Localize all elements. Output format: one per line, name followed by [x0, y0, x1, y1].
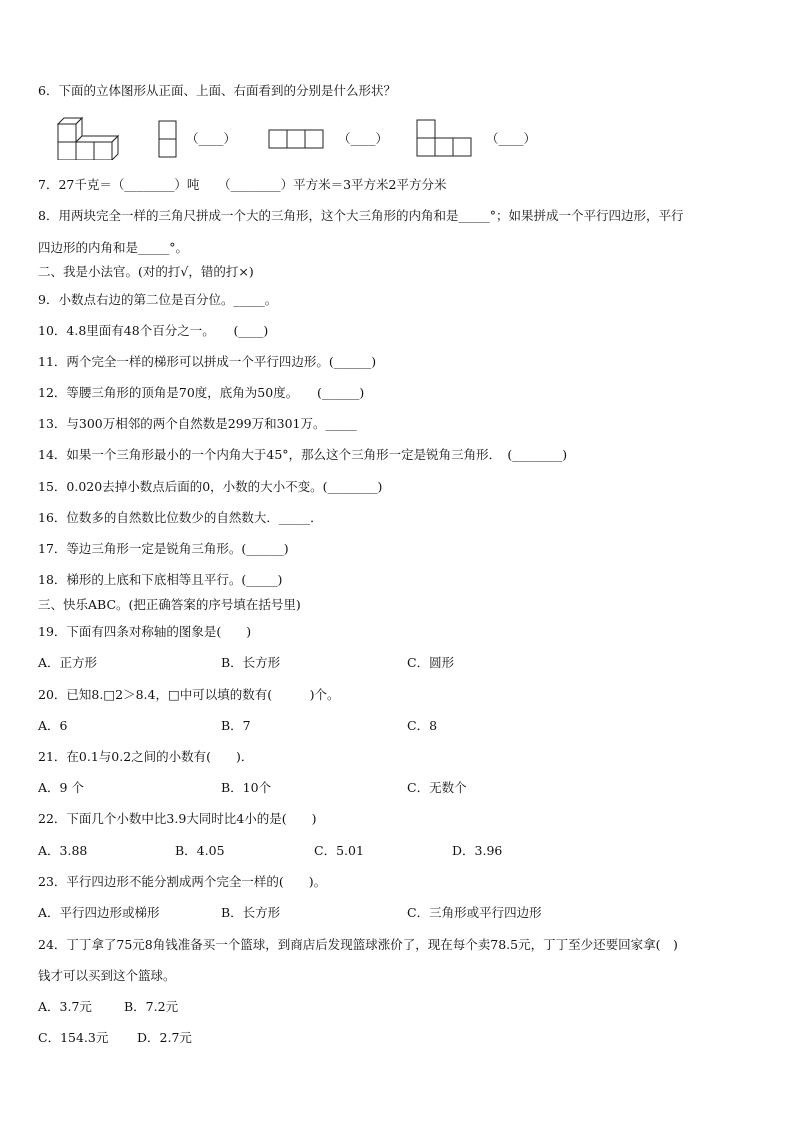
- question-6-figures: [38, 114, 598, 160]
- question-22-option-b[interactable]: B．4.05: [175, 843, 225, 858]
- question-19-option-c[interactable]: C．圆形: [407, 655, 455, 670]
- question-23-option-c[interactable]: C．三角形或平行四边形: [407, 905, 542, 920]
- question-22-option-d[interactable]: D．3.96: [452, 843, 503, 858]
- question-11: 11．两个完全一样的梯形可以拼成一个平行四边形。(______): [38, 354, 377, 369]
- question-6-stem: 6．下面的立体图形从正面、上面、右面看到的分别是什么形状？: [38, 83, 396, 98]
- view-shape-2-icon: [268, 129, 326, 150]
- section-3-heading: 三、快乐ABC。(把正确答案的序号填在括号里): [38, 597, 301, 612]
- question-13: 13．与300万相邻的两个自然数是299万和301万。_____: [38, 416, 357, 431]
- question-9: 9．小数点右边的第二位是百分位。_____。: [38, 292, 278, 307]
- question-24-line-1: 24．丁丁拿了75元8角钱准备买一个篮球，到商店后发现篮球涨价了，现在每个卖78.5元，丁丁至少还要回家拿( ): [38, 937, 678, 952]
- question-24-option-c[interactable]: C．154.3元: [38, 1030, 109, 1045]
- question-15: 15．0.020去掉小数点后面的0，小数的大小不变。(________): [38, 479, 383, 494]
- question-8-line-2: 四边形的内角和是_____°。: [38, 240, 189, 255]
- question-21-option-a[interactable]: A．9 个: [38, 780, 84, 795]
- section-2-heading: 二、我是小法官。(对的打√，错的打×): [38, 264, 254, 279]
- question-8-line-1: 8．用两块完全一样的三角尺拼成一个大的三角形，这个大三角形的内角和是_____°；如果拼成一个平行四边形，平行: [38, 208, 684, 223]
- answer-blank-3[interactable]: （____）: [486, 131, 537, 146]
- question-19-option-a[interactable]: A．正方形: [38, 655, 98, 670]
- question-20-stem: 20．已知8.□2＞8.4，□中可以填的数有( )个。: [38, 687, 340, 702]
- question-19-stem: 19．下面有四条对称轴的图象是( ): [38, 624, 252, 639]
- question-23-stem: 23．平行四边形不能分割成两个完全一样的( )。: [38, 874, 327, 889]
- question-19-option-b[interactable]: B．长方形: [221, 655, 281, 670]
- question-14: 14．如果一个三角形最小的一个内角大于45°，那么这个三角形一定是锐角三角形． (________): [38, 447, 568, 462]
- answer-blank-2[interactable]: （____）: [338, 131, 389, 146]
- question-20-option-b[interactable]: B．7: [221, 718, 251, 733]
- question-21-stem: 21．在0.1与0.2之间的小数有( )．: [38, 749, 254, 764]
- question-20-option-c[interactable]: C．8: [407, 718, 438, 733]
- view-shape-1-icon: [158, 120, 178, 158]
- question-22-option-c[interactable]: C．5.01: [314, 843, 364, 858]
- question-7: 7．27千克＝（________）吨 （________）平方米＝3平方米2平方分米: [38, 177, 447, 192]
- question-24-line-2: 钱才可以买到这个篮球。: [38, 968, 176, 983]
- question-23-option-a[interactable]: A．平行四边形或梯形: [38, 905, 160, 920]
- question-21-option-c[interactable]: C．无数个: [407, 780, 467, 795]
- question-21-option-b[interactable]: B．10个: [221, 780, 272, 795]
- question-24-option-a[interactable]: A．3.7元: [38, 999, 92, 1014]
- question-23-option-b[interactable]: B．长方形: [221, 905, 281, 920]
- question-16: 16．位数多的自然数比位数少的自然数大．_____．: [38, 510, 323, 525]
- question-22-stem: 22．下面几个小数中比3.9大同时比4小的是( ): [38, 811, 317, 826]
- question-20-option-a[interactable]: A．6: [38, 718, 68, 733]
- view-shape-3-icon: [416, 119, 474, 159]
- question-17: 17．等边三角形一定是锐角三角形。(______): [38, 541, 289, 556]
- solid-figure-icon: [56, 114, 124, 160]
- question-24-option-b[interactable]: B．7.2元: [124, 999, 179, 1014]
- question-18: 18．梯形的上底和下底相等且平行。(_____): [38, 572, 283, 587]
- question-12: 12．等腰三角形的顶角是70度，底角为50度。 (______): [38, 385, 365, 400]
- answer-blank-1[interactable]: （____）: [186, 131, 237, 146]
- question-22-option-a[interactable]: A．3.88: [38, 843, 88, 858]
- question-24-option-d[interactable]: D．2.7元: [137, 1030, 192, 1045]
- question-10: 10．4.8里面有48个百分之一。 (____): [38, 323, 269, 338]
